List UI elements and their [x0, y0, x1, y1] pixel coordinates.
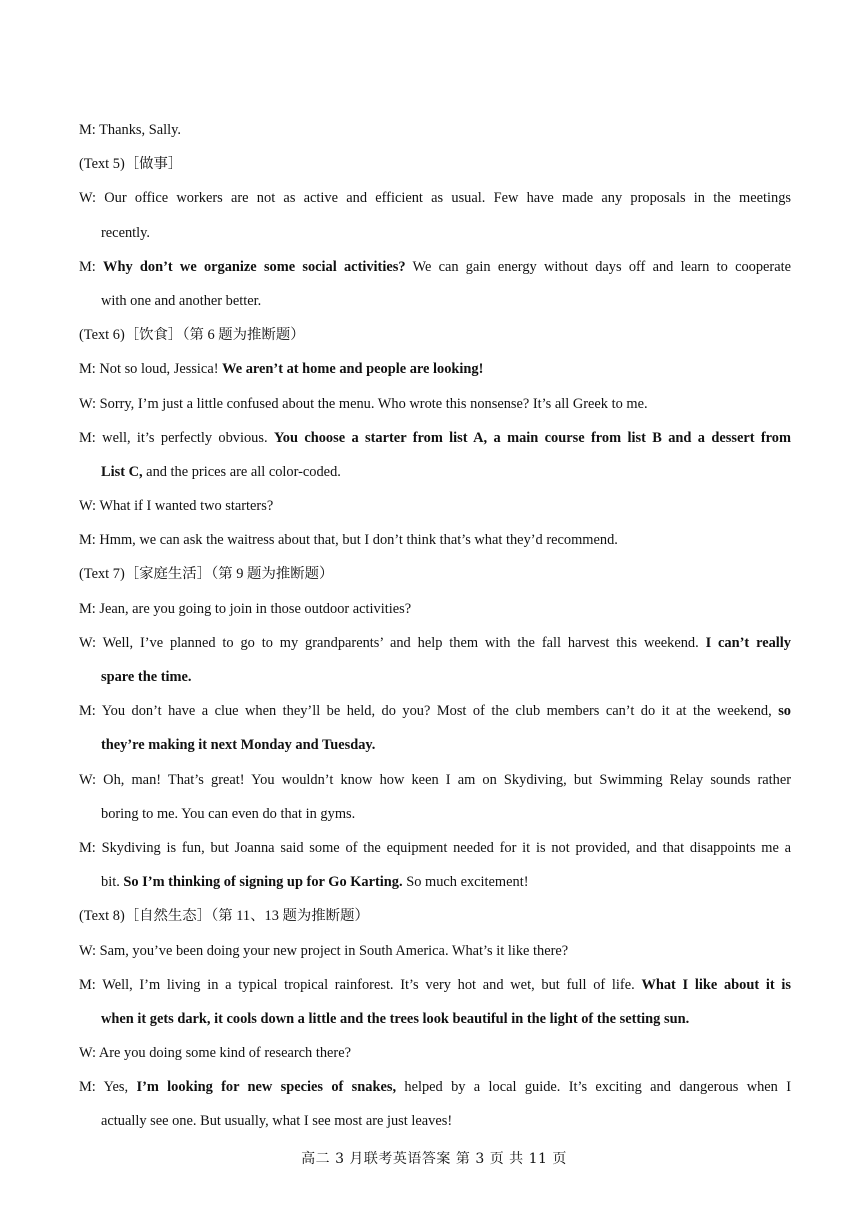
bold-text-segment: so [778, 703, 791, 720]
text-segment: boring to me. You can even do that in gyms. [101, 805, 356, 822]
paragraph-continuation-line [79, 284, 791, 318]
transcript-line [79, 318, 791, 352]
paragraph-continuation-line [79, 865, 791, 899]
text-segment: actually see one. But usually, what I see most are just leaves! [101, 1113, 453, 1130]
text-segment: M: Yes, [79, 1079, 137, 1096]
paragraph-first-line [79, 763, 791, 797]
text-segment: M: [79, 258, 104, 275]
text-segment: W: Are you doing some kind of research there? [79, 1045, 351, 1062]
transcript-line [79, 592, 791, 626]
transcript-line [79, 523, 791, 557]
text-segment: M: Jean, are you going to join in those outdoor activities? [79, 600, 412, 617]
transcript-line [79, 489, 791, 523]
text-segment: M: Hmm, we can ask the waitress about that, but I don’t think that’s what they’d recommend. [79, 532, 618, 549]
bold-text-segment: I can’t really [705, 634, 791, 651]
transcript-paragraph [79, 763, 791, 831]
text-segment: M: Thanks, Sally. [79, 122, 181, 138]
bold-text-segment: You choose a starter from list A, a main course from list B and a dessert from [273, 429, 791, 446]
transcript-body [79, 113, 791, 1139]
transcript-paragraph [79, 831, 791, 899]
text-segment: M: You don’t have a clue when they’ll be held, do you? Most of the club members can’t do it at the weekend, [79, 703, 779, 720]
bold-text-segment: they’re making it next Monday and Tuesday. [101, 737, 376, 754]
text-segment: M: Skydiving is fun, but Joanna said some of the equipment needed for it is not provided, and that disappoints me a [79, 839, 791, 856]
paragraph-first-line [79, 968, 791, 1002]
transcript-paragraph [79, 626, 791, 694]
transcript-line [79, 387, 791, 421]
text-segment: We can gain energy without days off and learn to cooperate [405, 258, 791, 275]
paragraph-first-line [79, 421, 791, 455]
text-segment: M: well, it’s perfectly obvious. [79, 429, 274, 446]
text-segment: W: Sam, you’ve been doing your new project in South America. What’s it like there? [79, 942, 569, 959]
bold-text-segment: List C, [101, 463, 143, 480]
text-segment: (Text 7)［家庭生活］（第 9 题为推断题） [79, 566, 334, 583]
paragraph-continuation-line [79, 660, 791, 694]
bold-text-segment: I’m looking for new species of snakes, [136, 1079, 397, 1096]
paragraph-continuation-line [79, 728, 791, 762]
transcript-line [79, 113, 791, 147]
transcript-paragraph [79, 421, 791, 489]
bold-text-segment: Why don’t we organize some social activities? [103, 258, 406, 275]
transcript-line [79, 557, 791, 591]
paragraph-continuation-line [79, 797, 791, 831]
transcript-line [79, 899, 791, 933]
transcript-line [79, 1036, 791, 1070]
paragraph-first-line [79, 831, 791, 865]
transcript-line [79, 934, 791, 968]
text-segment: with one and another better. [101, 292, 262, 309]
text-segment: So much excitement! [402, 874, 529, 891]
paragraph-continuation-line [79, 1104, 791, 1138]
paragraph-first-line [79, 250, 791, 284]
text-segment: helped by a local guide. It’s exciting and dangerous when I [396, 1079, 791, 1096]
text-segment: and the prices are all color-coded. [142, 463, 341, 480]
bold-text-segment: So I’m thinking of signing up for Go Karting. [123, 874, 403, 891]
text-segment: W: Our office workers are not as active and efficient as usual. Few have made any proposals in the meetings [79, 190, 791, 207]
transcript-paragraph [79, 968, 791, 1036]
text-segment: recently. [101, 224, 151, 241]
bold-text-segment: when it gets dark, it cools down a little and the trees look beautiful in the light of the setting sun. [101, 1010, 690, 1027]
paragraph-continuation-line [79, 216, 791, 250]
bold-text-segment: What I like about it is [641, 976, 792, 993]
paragraph-first-line [79, 1070, 791, 1104]
transcript-paragraph [79, 250, 791, 318]
transcript-paragraph [79, 1070, 791, 1138]
text-segment: M: Well, I’m living in a typical tropical rainforest. It’s very hot and wet, but full of life. [79, 976, 642, 993]
paragraph-continuation-line [79, 455, 791, 489]
bold-text-segment: We aren’t at home and people are looking! [222, 361, 484, 378]
page-footer: 高二 3 月联考英语答案 第 3 页 共 11 页 [301, 1151, 567, 1167]
paragraph-first-line [79, 181, 791, 215]
transcript-paragraph [79, 181, 791, 249]
text-segment: W: What if I wanted two starters? [79, 498, 274, 515]
paragraph-continuation-line [79, 1002, 791, 1036]
text-segment: (Text 5)［做事］ [79, 156, 183, 173]
paragraph-first-line [79, 626, 791, 660]
transcript-line [79, 147, 791, 181]
transcript-line [79, 352, 791, 386]
text-segment: W: Sorry, I’m just a little confused about the menu. Who wrote this nonsense? It’s all Greek to me. [79, 395, 648, 412]
text-segment: (Text 8)［自然生态］（第 11、13 题为推断题） [79, 908, 369, 925]
paragraph-first-line [79, 694, 791, 728]
transcript-paragraph [79, 694, 791, 762]
text-segment: W: Well, I’ve planned to go to my grandparents’ and help them with the fall harvest this weekend. [79, 634, 706, 651]
bold-text-segment: spare the time. [101, 669, 192, 685]
text-segment: W: Oh, man! That’s great! You wouldn’t know how keen I am on Skydiving, but Swimming Relay sounds rather [79, 771, 791, 788]
text-segment: bit. [101, 874, 124, 891]
text-segment: M: Not so loud, Jessica! [79, 361, 223, 378]
text-segment: (Text 6)［饮食］（第 6 题为推断题） [79, 327, 305, 344]
